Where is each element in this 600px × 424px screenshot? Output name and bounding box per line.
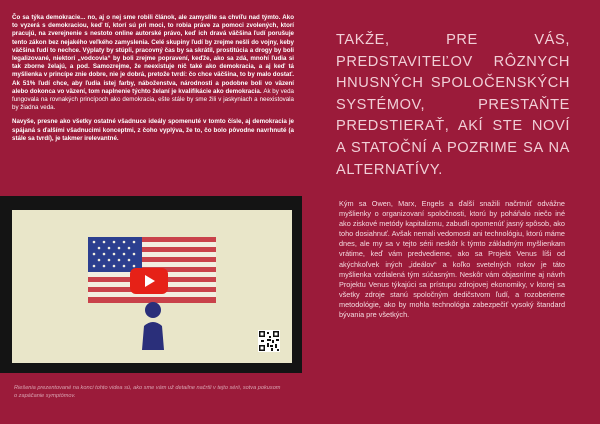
left-paragraph-1	[12, 14, 294, 112]
left-paragraph-1-tail: Ak by veda fungovala na rovnakých princípoch ako demokracia, ešte stále by sme žili v jaskyniach a neexistovala by žiadna veda.	[12, 87, 294, 112]
right-article-column	[339, 199, 565, 320]
play-icon[interactable]	[145, 275, 155, 287]
left-article-column	[12, 14, 294, 149]
left-paragraph-1-bold: Čo sa týka demokracie... no, aj o nej sme robili článok, ale zamyslite sa chvíľu nad týmto. Ako to vyzerá s demokraciou, keď tí, ktorí sú pri moci, to robia práve za pomoci zvolených, ktorí pracujú, na zverejnenie s nestoto online autorské právo, keď ich dravá väčšina ľudí porušuje tento zákon bez nejakého veľkého zamyslenia. Celé skupiny ľudí by zrejme nešli do vojny, keby väčšina ľudí to nechce. Výplaty by stúpli, pracovný čas by sa skrátil, prostitúcia a drogy by boli legalizované, niektorí „vodcovia“ by boli zrejme popravení, keďže, ako sa zdá, mnohí ľudia si tak zborne želajú, a pod. Samozrejme, že neexistuje nič také ako demokracia, a aj keď tá myšlienka v princípe znie dobre, nie je dobrá, pretože tvrdí: čo chce väčšina, to by malo dostať. Ak 51% ľudí chce, aby ľudia istej farby, náboženstva, národnosti a podobne boli vo väzení alebo dokonca vo väzení, tom naplnenie týchto želaní je kvalifikácie ako demokracia.	[12, 14, 294, 95]
left-paragraph-2: Navyše, presne ako všetky ostatné všadnuce ideály spomenuté v tomto čísle, aj demokracia je spájaná s ďalšími všadnucimi konceptmi, z čoho vyplýva, že to, čo bolo pôvodne navrhnuté (a stále sa tvrdí), je takmer irelevantné.	[12, 118, 294, 142]
play-button[interactable]	[130, 268, 168, 294]
pull-quote-headline: TAKŽE, PRE VÁS, PREDSTAVITEĽOV RÔZNYCH HNUSNÝCH SPOLOČENSKÝCH SYSTÉMOV, PRESTAŇTE PREDSTIERAŤ, AKÍ STE NOVÍ A STATOČNÍ A POZRIME SA NA ALTERNATÍVY.	[336, 32, 570, 178]
video-embed[interactable]	[0, 196, 302, 373]
video-screen[interactable]	[12, 210, 292, 363]
right-paragraph: Kým sa Owen, Marx, Engels a ďalší snažili načrtnúť odvážne myšlienky o organizovaní spoločnosti, ktorú by poháňalo niečo iné ako ziskové metódy kapitalizmu, zabudli opomenúť jasný spôsob, ako toho dosiahnuť. Avšak nemali vedomosti ani technológiu, ktorú máme dnes, ale my sa v tejto sérii neskôr k týmto základným myšlienkam vrátime, keď vám predvedieme, ako sa Projekt Venus líši od akýchkoľvek iných „ideálov“ a koľko svetelných rokov je táto myšlienka vzdialená tým súčasným. Neskôr vám objasníme aj návrh Projektu Venus týkajúci sa prístupu zdrojovej ekonomiky, v ktorej sa všetky zdroje stanú spoločným dedičstvom ľudí, a rozoberieme metodológie, ako by mohla technológia zabezpečiť vysoký štandard bývania pre všetkých.	[339, 199, 565, 320]
qr-code-image	[258, 330, 280, 352]
video-caption: Riešenia prezentované na konci tohto videa sú, ako sme vám už detailne načrtli v tejto sérii, sotva pokusom o zapáčanie symptómov.	[14, 385, 281, 399]
